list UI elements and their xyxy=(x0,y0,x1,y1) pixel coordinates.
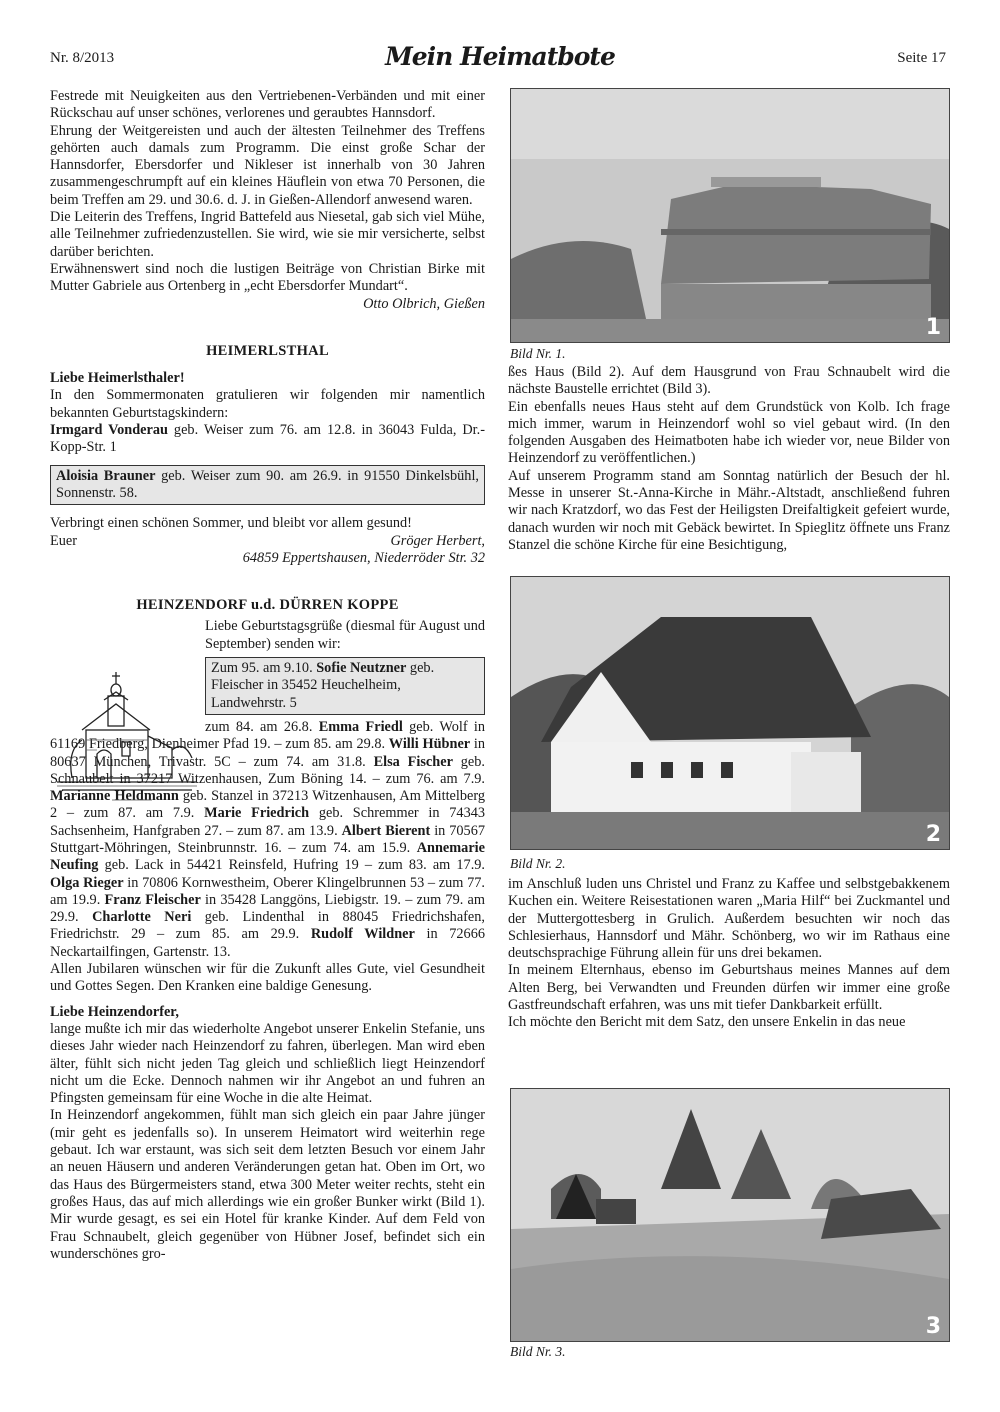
photo-construction-site xyxy=(510,1088,950,1342)
paragraph: im Anschluß luden uns Christel und Franz zu Kaffee und selbstgebakkenem Kuchen ein. Weitere Reisestationen waren „Maria Hilf“ bei Zuckmantel und der Muttergottesberg in Grulich. Außerdem besuchten wir noch das Schlesierhaus, Hannsdorf und Mähr. Schönberg, wo wir im Rathaus eine deutschsprachige Führung allein für uns drei bekamen. xyxy=(508,876,950,962)
entry-text: in 80637 München, Trivastr. 5C – zum 74. am 31.8. xyxy=(50,736,486,770)
closing-word: Euer xyxy=(50,532,77,549)
entry-text: geb. Wolf in 61169 Friedberg, Dienheimer Pfad 19. – zum 85. am 29.8. xyxy=(50,718,485,753)
highlight-box xyxy=(205,657,485,715)
paragraph: ßes Haus (Bild 2). Auf dem Hausgrund von Frau Schnaubelt wird die nächste Baustelle errichtet (Bild 3). xyxy=(508,364,950,398)
paragraph: Ehrung der Weitgereisten und auch der ältesten Teilnehmer des Treffens gehörten auch damals zum Programm. Die einst große Schar der Hannsdorfer, Ebersdorfer und Nikleser ist innerhalb von 30 Jahren zusammengeschrumpft auf ein kleines Häuflein von etwa 70 Personen, die beim Treffen am 29. und 30.6. d. J. in Gießen-Allendorf anwesend waren. xyxy=(50,122,485,208)
person-name: Annemarie Neufing xyxy=(50,839,485,874)
paragraph: In meinem Elternhaus, ebenso im Geburtshaus meines Mannes auf dem Alten Berg, bei Verwandten und Freunden dürfen wir immer eine große Gastfreundschaft erfahren, was uns mit tiefer Dankbarkeit erfüllt. xyxy=(508,962,950,1014)
photo-number: 3 xyxy=(925,1314,941,1339)
person-name: Franz Fleischer xyxy=(104,891,201,908)
church-illustration xyxy=(52,670,202,810)
right-column-top xyxy=(508,364,950,554)
signature-row xyxy=(50,533,485,550)
paragraph: Die Leiterin des Treffens, Ingrid Battefeld aus Niesetal, gab sich viel Mühe, alle Teilnehmer zufriedenzustellen. Sie wird, wie sie mir versicherte, selbst darüber berichten. xyxy=(50,209,485,260)
paragraph: Allen Jubilaren wünschen wir für die Zukunft alles Gute, viel Gesundheit und Gottes Segen. Den Kranken eine baldige Genesung. xyxy=(50,961,485,995)
paragraph: In Heinzendorf angekommen, fühlt man sich gleich ein paar Jahre jünger (mir geht es jedenfalls so). In unserem Heimatort wird weiterhin rege gebaut. Ich war erstaunt, was sich seit dem letzten Besuch vor einem Jahr an neuen Häusern und anderen Veränderungen getan hat. Oben im Ort, wo das Haus des Bürgermeisters stand, etwa 300 Meter weiter rechts, steht ein großes Haus, das auf mich allerdings wie ein großer Bunker wirkt (Bild 1). Mir wurde gesagt, es sei ein Hotel für kranke Kinder. Auf dem Feld von Frau Schnaubelt, gleich gegenüber von Hübner Josef, befindet sich ein wunderschönes gro- xyxy=(50,1107,485,1262)
birthday-entry xyxy=(50,422,485,457)
person-name: Emma Friedl xyxy=(318,718,403,735)
highlight-box xyxy=(50,465,485,506)
section-heading: HEINZENDORF u.d. DÜRREN KOPPE xyxy=(136,597,399,614)
entry-text: geb. Lindenthal in 88045 Friedrichshafen, Friedrichstr. 29 – zum 85. am 29.9. xyxy=(50,909,485,943)
photo-number: 2 xyxy=(925,822,941,847)
person-name: Elsa Fischer xyxy=(373,753,453,770)
paragraph: Ich möchte den Bericht mit dem Satz, den unsere Enkelin in das neue xyxy=(508,1014,906,1031)
person-name: Marie Friedrich xyxy=(204,805,310,822)
entry-text: geb. Stanzel in 37213 Witzenhausen, Am Mittelberg 2 – zum 87. am 7.9. xyxy=(50,788,486,822)
right-column-middle xyxy=(508,876,950,1032)
person-name: Olga Rieger xyxy=(50,874,124,891)
person-name: Willi Hübner xyxy=(388,736,471,753)
entry-text: geb. Weiser zum 76. am 12.8. in 36043 Fulda, Dr.-Kopp-Str. 1 xyxy=(50,422,485,456)
paragraph: Festrede mit Neuigkeiten aus den Vertriebenen-Verbänden und mit einer Rückschau auf unser schönes, verlorenes und geraubtes Hannsdorf. xyxy=(50,88,485,122)
photo-number: 1 xyxy=(925,315,941,340)
signature: Gröger Herbert, xyxy=(390,532,485,549)
photo-caption: Bild Nr. 2. xyxy=(510,856,566,871)
paragraph: Auf unserem Programm stand am Sonntag natürlich der Besuch der hl. Messe in unserer St.-Anna-Kirche in Mähr.-Altstadt, anschließend fuhren wir nach Kratzdorf, wo das Fest der Heiligsten Dreifaltigkeit gefeiert wurde, danach wurden wir noch mit Gebäck bewirtet. In Spieglitz öffnete uns Franz Stanzel die schöne Kirche für eine Besichtigung, xyxy=(508,467,950,553)
entry-text: geb. Fleischer in 35452 Heuchelheim, Landwehrstr. 5 xyxy=(211,660,435,711)
photo-caption: Bild Nr. 1. xyxy=(510,346,566,361)
entry-text: in 35428 Langgöns, Liebigstr. 19. – zum 79. am 29.9. xyxy=(50,891,485,926)
salutation: Liebe Heimerlsthaler! xyxy=(50,370,185,387)
person-name: Irmgard Vonderau xyxy=(50,422,168,439)
entry-text: geb. Schnaubelt in 37217 Witzenhausen, Zum Böning 14. – zum 76. am 7.9. xyxy=(50,753,485,787)
signature-address: 64859 Eppertshausen, Niederröder Str. 32 xyxy=(242,549,485,566)
issue-number: Nr. 8/2013 xyxy=(50,50,115,66)
paragraph: Erwähnenswert sind noch die lustigen Beiträge von Christian Birke mit Mutter Gabriele aus Ortenberg in „echt Ebersdorfer Mundart“. xyxy=(50,260,485,295)
entry-text: geb. Lack in 54421 Reinsfeld, Hufring 19 – zum 83. am 17.9. xyxy=(98,857,485,874)
paragraph: In den Sommermonaten gratulieren wir folgenden mir namentlich bekannten Geburtstagskindern: xyxy=(50,387,485,421)
photo-bunker-house xyxy=(510,88,950,343)
entry-text: in 70567 Stuttgart-Möhringen, Steinbrunnstr. 16. – zum 74. am 15.9. xyxy=(50,822,485,856)
page-header xyxy=(0,42,1000,76)
masthead-logo: Mein Heimatbote xyxy=(385,42,615,71)
entry-text: geb. Schremmer in 74343 Sachsenheim, Hanfgraben 27. – zum 87. am 13.9. xyxy=(50,805,486,839)
paragraph: Ein ebenfalls neues Haus steht auf dem Grundstück von Kolb. Ich frage mich immer, warum in Heinzendorf wohl so viel gebaut wird. (In den folgenden Ausgaben des Heimatboten habe ich wieder vor, neue Bilder von Heinzendorf zu veröffentlichen.) xyxy=(508,398,950,467)
entry-text: Zum 95. am 9.10. xyxy=(211,660,317,677)
entry-text: in 70806 Kornwestheim, Oberer Klingelbrunnen 53 – zum 77. am 19.9. xyxy=(50,874,485,908)
entry-text: geb. Weiser zum 90. am 26.9. in 91550 Dinkelsbühl, Sonnenstr. 58. xyxy=(56,467,479,501)
paragraph: Liebe Geburtstagsgrüße (diesmal für August und September) senden wir: xyxy=(205,618,485,652)
person-name: Sofie Neutzner xyxy=(316,660,407,677)
person-name: Rudolf Wildner xyxy=(310,926,415,943)
person-name: Marianne Heldmann xyxy=(50,788,179,805)
person-name: Albert Bierent xyxy=(341,822,431,839)
signature: Otto Olbrich, Gießen xyxy=(363,295,485,312)
person-name: Charlotte Neri xyxy=(92,909,192,926)
photo-new-house xyxy=(510,576,950,850)
paragraph: lange mußte ich mir das wiederholte Angebot unserer Enkelin Stefanie, uns dieses Jahr wieder nach Heinzendorf zu fahren, überlegen. Man wird eben älter, fühlt sich nicht jeden Tag gleich und schließlich liegt Heinzendorf nicht um die Ecke. Dennoch nahmen wir ihr Angebot an und fuhren an Pfingsten gemeinsam für eine Woche in die alte Heimat. xyxy=(50,1020,485,1107)
person-name: Aloisia Brauner xyxy=(56,467,156,484)
entry-text: in 72666 Neckartailfingen, Gartenstr. 13. xyxy=(50,926,485,960)
entry-text: zum 84. am 26.8. xyxy=(205,718,319,735)
salutation: Liebe Heinzendorfer, xyxy=(50,1003,179,1020)
photo-caption: Bild Nr. 3. xyxy=(510,1344,566,1359)
page-number: Seite 17 xyxy=(897,50,946,66)
section-heading: HEIMERLSTHAL xyxy=(206,342,329,359)
paragraph: Verbringt einen schönen Sommer, und bleibt vor allem gesund! xyxy=(50,515,412,532)
